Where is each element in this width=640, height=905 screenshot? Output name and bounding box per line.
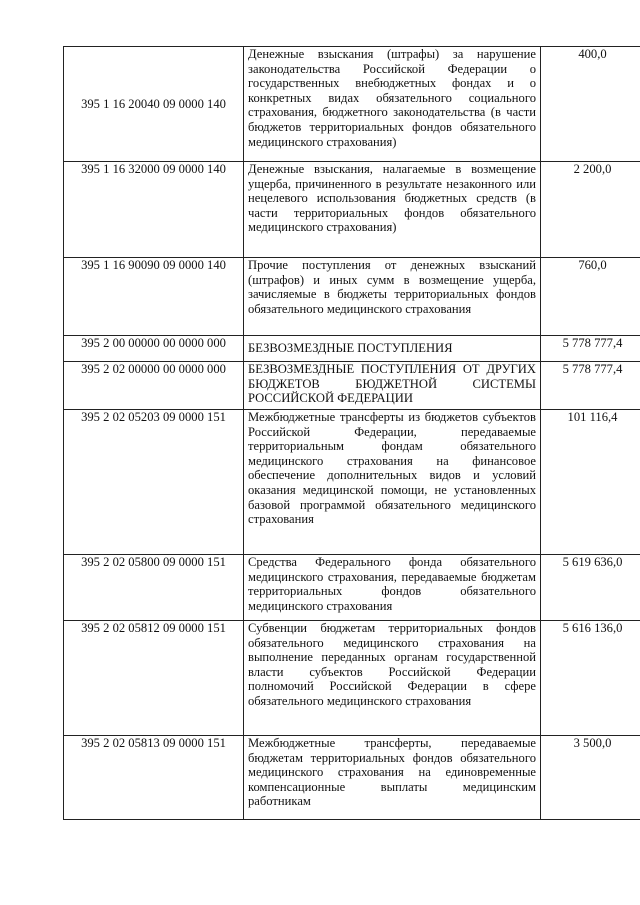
table-row [64, 47, 640, 162]
table-row [64, 336, 640, 362]
budget-code: 395 2 00 00000 00 0000 000 [64, 336, 244, 362]
revenue-description: Денежные взыскания (штрафы) за нарушение законодательства Российской Федерации о государственных внебюджетных фондах и о конкретных видах обязательного социального страхования, бюджетного законодательства (в части бюджетов территориальных фондов обязательного медицинского страхования) [244, 47, 541, 162]
budget-code: 395 2 02 05813 09 0000 151 [64, 736, 244, 820]
amount: 400,0 [541, 47, 640, 162]
revenue-table [63, 46, 640, 820]
amount: 2 200,0 [541, 162, 640, 258]
budget-code: 395 2 02 05203 09 0000 151 [64, 410, 244, 555]
revenue-description: Межбюджетные трансферты, передаваемые бюджетам территориальных фондов обязательного медицинского страхования на единовременные компенсационные выплаты медицинским работникам [244, 736, 541, 820]
amount: 5 778 777,4 [541, 336, 640, 362]
amount: 3 500,0 [541, 736, 640, 820]
budget-code: 395 1 16 90090 09 0000 140 [64, 258, 244, 336]
budget-code: 395 2 02 05800 09 0000 151 [64, 555, 244, 621]
budget-code: 395 1 16 32000 09 0000 140 [64, 162, 244, 258]
table-row [64, 736, 640, 820]
revenue-description: Межбюджетные трансферты из бюджетов субъектов Российской Федерации, передаваемые территориальным фондам обязательного медицинского страхования на финансовое обеспечение дополнительных видов и условий оказания медицинской помощи, не установленных базовой программой обязательного медицинского страхования [244, 410, 541, 555]
table-row [64, 410, 640, 555]
revenue-description: Прочие поступления от денежных взысканий (штрафов) и иных сумм в возмещение ущерба, зачисляемые в бюджеты территориальных фондов обязательного медицинского страхования [244, 258, 541, 336]
table-row [64, 362, 640, 410]
table-row [64, 162, 640, 258]
amount: 5 778 777,4 [541, 362, 640, 410]
revenue-description: БЕЗВОЗМЕЗДНЫЕ ПОСТУПЛЕНИЯ [244, 336, 541, 362]
budget-code: 395 2 02 05812 09 0000 151 [64, 621, 244, 736]
revenue-description: БЕЗВОЗМЕЗДНЫЕ ПОСТУПЛЕНИЯ ОТ ДРУГИХ БЮДЖЕТОВ БЮДЖЕТНОЙ СИСТЕМЫ РОССИЙСКОЙ ФЕДЕРАЦИИ [244, 362, 541, 410]
table-row [64, 258, 640, 336]
revenue-description: Субвенции бюджетам территориальных фондов обязательного медицинского страхования на выполнение переданных органам государственной власти субъектов Российской Федерации полномочий Российской Федерации в сфере обязательного медицинского страхования [244, 621, 541, 736]
budget-code: 395 1 16 20040 09 0000 140 [64, 47, 244, 162]
revenue-description: Средства Федерального фонда обязательного медицинского страхования, передаваемые бюджетам территориальных фондов обязательного медицинского страхования [244, 555, 541, 621]
table-row [64, 555, 640, 621]
amount: 101 116,4 [541, 410, 640, 555]
budget-code: 395 2 02 00000 00 0000 000 [64, 362, 244, 410]
amount: 760,0 [541, 258, 640, 336]
table-row [64, 621, 640, 736]
revenue-description: Денежные взыскания, налагаемые в возмещение ущерба, причиненного в результате незаконного или нецелевого использования бюджетных средств (в части территориальных фондов обязательного медицинского страхования) [244, 162, 541, 258]
amount: 5 616 136,0 [541, 621, 640, 736]
amount: 5 619 636,0 [541, 555, 640, 621]
